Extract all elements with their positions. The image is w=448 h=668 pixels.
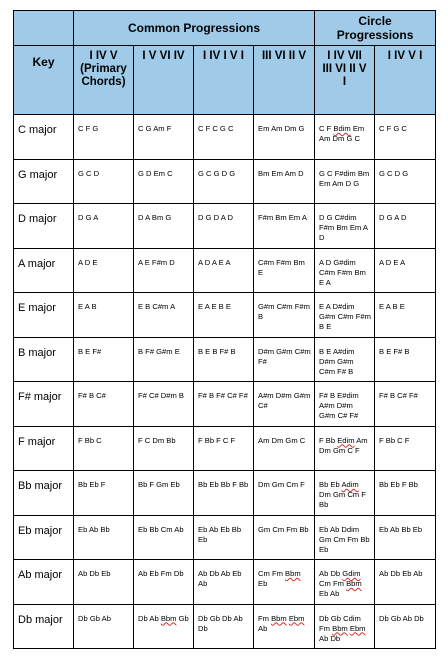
table-row: [14, 115, 436, 160]
progression-cell: C#m F#m Bm E: [254, 248, 315, 293]
column-header-key: Key: [14, 46, 74, 115]
progression-cell: Dm Gm Cm F: [254, 471, 315, 516]
progression-cell: D G C#dim F#m Bm Em A D: [315, 204, 375, 249]
progression-cell: E B C#m A: [134, 293, 194, 338]
progression-cell: A D A E A: [194, 248, 254, 293]
table-row: [14, 515, 436, 560]
group-header-row: [14, 11, 436, 46]
progression-cell: A D G#dim C#m F#m Bm E A: [315, 248, 375, 293]
progression-cell: Eb Ab Bb Eb: [375, 515, 436, 560]
group-header-common: Common Progressions: [74, 11, 315, 46]
key-cell: E major: [14, 293, 74, 338]
progression-cell: C G Am F: [134, 115, 194, 160]
key-cell: F# major: [14, 382, 74, 427]
key-cell: Ab major: [14, 560, 74, 605]
key-cell: A major: [14, 248, 74, 293]
progression-cell: B F# G#m E: [134, 337, 194, 382]
progression-cell: B E F#: [74, 337, 134, 382]
table-row: [14, 337, 436, 382]
progression-cell: Bb F Gm Eb: [134, 471, 194, 516]
progression-cell: Db Ab Bbm Gb: [134, 604, 194, 649]
progression-cell: G C F#dim Bm Em Am D G: [315, 159, 375, 204]
progression-cell: E A B E: [375, 293, 436, 338]
progression-cell: G#m C#m F#m B: [254, 293, 315, 338]
progression-cell: B E A#dim D#m G#m C#m F# B: [315, 337, 375, 382]
progression-cell: Bb Eb Bb F Bb: [194, 471, 254, 516]
table-body: [14, 115, 436, 649]
progression-cell: F# B C#: [74, 382, 134, 427]
key-cell: D major: [14, 204, 74, 249]
progression-cell: Db Gb Ab: [74, 604, 134, 649]
table-row: [14, 159, 436, 204]
progression-cell: F C Dm Bb: [134, 426, 194, 471]
progression-cell: D#m G#m C#m F#: [254, 337, 315, 382]
key-cell: G major: [14, 159, 74, 204]
progression-cell: Ab Db Eb: [74, 560, 134, 605]
table-row: [14, 382, 436, 427]
progression-cell: G C G D G: [194, 159, 254, 204]
progression-cell: Ab Eb Fm Db: [134, 560, 194, 605]
progression-cell: Db Gb Ab Db: [375, 604, 436, 649]
progression-cell: F# B C# F#: [375, 382, 436, 427]
progression-cell: G C D: [74, 159, 134, 204]
key-cell: C major: [14, 115, 74, 160]
progression-cell: Am Dm Gm C: [254, 426, 315, 471]
progression-cell: C F G C: [375, 115, 436, 160]
progression-cell: F Bb Edim Am Dm Gm C F: [315, 426, 375, 471]
progression-cell: Cm Fm Bbm Eb: [254, 560, 315, 605]
progression-cell: E A E B E: [194, 293, 254, 338]
progression-cell: D G A D: [375, 204, 436, 249]
progression-cell: C F C G C: [194, 115, 254, 160]
group-header-blank: [14, 11, 74, 46]
progression-cell: Gm Cm Fm Bb: [254, 515, 315, 560]
progression-cell: F# B F# C# F#: [194, 382, 254, 427]
table-row: [14, 604, 436, 649]
progression-cell: Eb Ab Eb Bb Eb: [194, 515, 254, 560]
column-header-progression: I IV I V I: [194, 46, 254, 115]
progression-cell: A#m D#m G#m C#: [254, 382, 315, 427]
key-cell: F major: [14, 426, 74, 471]
progression-cell: F# B E#dim A#m D#m G#m C# F#: [315, 382, 375, 427]
key-cell: Eb major: [14, 515, 74, 560]
progression-cell: C F G: [74, 115, 134, 160]
progression-cell: E A B: [74, 293, 134, 338]
progression-cell: Ab Db Ab Eb Ab: [194, 560, 254, 605]
progression-cell: Eb Ab Bb: [74, 515, 134, 560]
progression-cell: Bb Eb F Bb: [375, 471, 436, 516]
progression-cell: Db Gb Db Ab Db: [194, 604, 254, 649]
table-row: [14, 426, 436, 471]
column-header-progression: I IV VII III VI II V I: [315, 46, 375, 115]
progression-cell: F Bb C: [74, 426, 134, 471]
progression-cell: D G A: [74, 204, 134, 249]
progression-cell: Bb Eb F: [74, 471, 134, 516]
progression-cell: D G D A D: [194, 204, 254, 249]
progression-cell: F Bb C F: [375, 426, 436, 471]
table-row: [14, 560, 436, 605]
chord-progressions-table: [13, 10, 436, 649]
table-row: [14, 204, 436, 249]
progression-cell: Fm Bbm Ebm Ab: [254, 604, 315, 649]
progression-cell: B E B F# B: [194, 337, 254, 382]
column-header-progression: III VI II V: [254, 46, 315, 115]
column-header-progression: I IV V I: [375, 46, 436, 115]
progression-cell: Ab Db Eb Ab: [375, 560, 436, 605]
progression-cell: E A D#dim G#m C#m F#m B E: [315, 293, 375, 338]
progression-cell: D A Bm G: [134, 204, 194, 249]
table-row: [14, 293, 436, 338]
progressions-table-container: [13, 10, 436, 649]
table-row: [14, 248, 436, 293]
column-header-row: [14, 46, 436, 115]
key-cell: Bb major: [14, 471, 74, 516]
column-header-progression: I IV V (Primary Chords): [74, 46, 134, 115]
progression-cell: A D E A: [375, 248, 436, 293]
progression-cell: Eb Bb Cm Ab: [134, 515, 194, 560]
progression-cell: F#m Bm Em A: [254, 204, 315, 249]
progression-cell: F Bb F C F: [194, 426, 254, 471]
key-cell: Db major: [14, 604, 74, 649]
progression-cell: B E F# B: [375, 337, 436, 382]
key-cell: B major: [14, 337, 74, 382]
progression-cell: G C D G: [375, 159, 436, 204]
progression-cell: Eb Ab Ddim Gm Cm Fm Bb Eb: [315, 515, 375, 560]
progression-cell: Bb Eb Adim Dm Gm Cm F Bb: [315, 471, 375, 516]
progression-cell: G D Em C: [134, 159, 194, 204]
progression-cell: Em Am Dm G: [254, 115, 315, 160]
progression-cell: Db Gb Cdim Fm Bbm Ebm Ab Db: [315, 604, 375, 649]
progression-cell: A D E: [74, 248, 134, 293]
group-header-circle: Circle Progressions: [315, 11, 436, 46]
progression-cell: A E F#m D: [134, 248, 194, 293]
column-header-progression: I V VI IV: [134, 46, 194, 115]
progression-cell: C F Bdim Em Am Dm G C: [315, 115, 375, 160]
progression-cell: Bm Em Am D: [254, 159, 315, 204]
table-row: [14, 471, 436, 516]
progression-cell: Ab Db Gdim Cm Fm Bbm Eb Ab: [315, 560, 375, 605]
progression-cell: F# C# D#m B: [134, 382, 194, 427]
